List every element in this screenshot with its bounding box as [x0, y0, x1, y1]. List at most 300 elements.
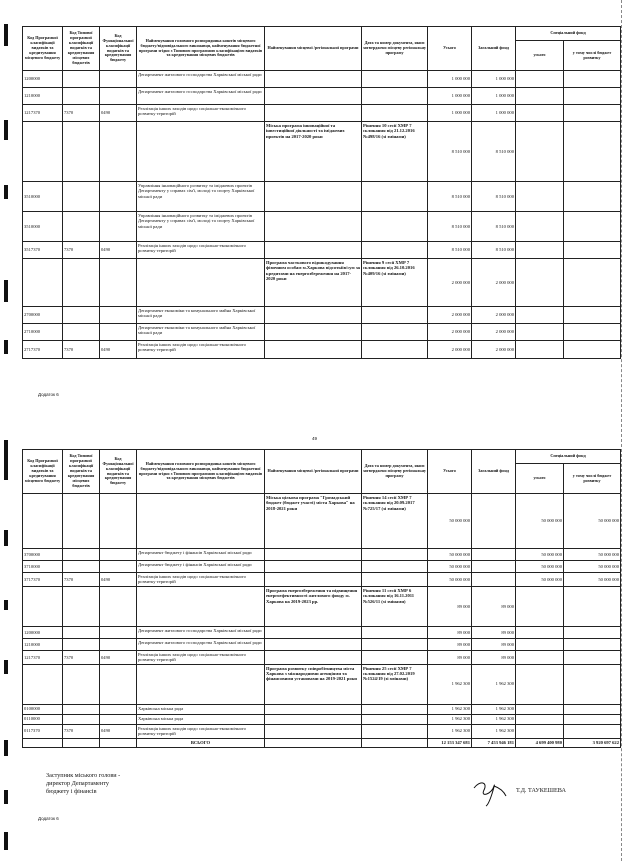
- header-fkvk: Код Функціональної класифікації видатків та кредитування бюджету: [100, 450, 137, 494]
- cell-special: 50 000 000: [516, 494, 564, 549]
- cell-development: [564, 714, 621, 724]
- scan-mark: [4, 185, 8, 199]
- header-program: Найменування місцевої /регіональної програми: [265, 27, 362, 71]
- signature-position: [46, 772, 120, 796]
- cell-name: Реалізація інших заходів щодо соціально-економічного розвитку територій: [137, 242, 265, 259]
- cell-fkvk: [100, 71, 137, 88]
- cell-document: Рішення 25 сесії ХМР 7 скликання від 27.02.2019 №1524/19 (зі змінами): [362, 664, 428, 704]
- total-general: 7 453 946 181: [472, 738, 516, 747]
- cell-special: [516, 724, 564, 738]
- cell-special: [516, 212, 564, 242]
- total-row: [23, 738, 621, 747]
- table-row: [23, 714, 621, 724]
- table-row: [23, 71, 621, 88]
- cell-fkvk: [100, 586, 137, 626]
- table-row: [23, 638, 621, 650]
- cell-program: Програма часткового відшкодування фізичним особам м.Харкова відсоткіів/сум за кредитами на енергозбереження на 2017-2020 роки: [265, 259, 362, 307]
- cell-program: [265, 638, 362, 650]
- cell-document: [362, 626, 428, 638]
- cell-kpkvk: [23, 122, 63, 182]
- table-row: [23, 664, 621, 704]
- cell-document: [362, 88, 428, 105]
- cell-document: Рішення 9 сесії ХМР 7 скликання від 26.10.2016 №409/16 (зі змінами): [362, 259, 428, 307]
- cell-tpkvk: 7370: [63, 341, 100, 359]
- cell-total: 89 000: [428, 626, 472, 638]
- cell-program: Програма розвитку співробітництва міста Харкова з міжнародними агенціями та фінансовими установами на 2019-2021 роки: [265, 664, 362, 704]
- table-row: [23, 549, 621, 561]
- cell-program: [265, 212, 362, 242]
- signature-position-line-3: бюджету і фінансів: [46, 788, 97, 795]
- cell-general: 1 962 300: [472, 724, 516, 738]
- header-total: Усього: [428, 27, 472, 71]
- total-development: 3 920 697 622: [564, 738, 621, 747]
- cell-name: [137, 494, 265, 549]
- cell-total: 1 962 300: [428, 714, 472, 724]
- cell-program: [265, 242, 362, 259]
- table-row: [23, 324, 621, 341]
- cell-tpkvk: [63, 664, 100, 704]
- cell-tpkvk: [63, 638, 100, 650]
- total-all: 12 153 347 681: [428, 738, 472, 747]
- cell-tpkvk: [63, 71, 100, 88]
- cell-fkvk: [100, 561, 137, 573]
- cell-program: [265, 105, 362, 122]
- header-special-dev: у тому числі бюджет розвитку: [564, 464, 621, 494]
- scan-mark: [4, 740, 8, 756]
- cell-general: [472, 494, 516, 549]
- cell-document: [362, 573, 428, 587]
- header-kpkvk: Код Програмної класифікації видатків та кредитування місцевого бюджету: [23, 27, 63, 71]
- cell-kpkvk: 1200000: [23, 71, 63, 88]
- cell-general: 89 000: [472, 650, 516, 664]
- cell-tpkvk: 7370: [63, 573, 100, 587]
- scan-mark: [4, 660, 8, 674]
- cell-kpkvk: 1210000: [23, 88, 63, 105]
- cell-general: [472, 573, 516, 587]
- cell-fkvk: [100, 704, 137, 714]
- header-special: Спеціальний фонд: [516, 450, 621, 464]
- table-row: [23, 724, 621, 738]
- cell-tpkvk: [63, 182, 100, 212]
- header-date-doc: Дата та номер документа, яким затверджено місцеву регіональну програму: [362, 450, 428, 494]
- signature-position-line-2: директор Департаменту: [46, 780, 109, 787]
- cell-name: Управління інноваційного розвитку та іміджевих проектів Департаменту у справах сім'ї, молоді та спорту Харківської міської ради: [137, 212, 265, 242]
- cell-total: 8 510 000: [428, 242, 472, 259]
- cell-tpkvk: [63, 494, 100, 549]
- cell-special: [516, 586, 564, 626]
- table-page-1: [22, 26, 620, 371]
- cell-special: 50 000 000: [516, 573, 564, 587]
- scan-mark: [4, 24, 8, 46]
- cell-total: 50 000 000: [428, 561, 472, 573]
- cell-total: 1 962 300: [428, 704, 472, 714]
- cell-name: Реалізація інших заходів щодо соціально-економічного розвитку територій: [137, 105, 265, 122]
- cell-development: [564, 212, 621, 242]
- cell-program: [265, 307, 362, 324]
- cell-tpkvk: [63, 626, 100, 638]
- cell-total: 8 510 000: [428, 122, 472, 182]
- cell-tpkvk: [63, 324, 100, 341]
- table-row: [23, 122, 621, 182]
- cell-document: [362, 561, 428, 573]
- cell-general: 89 000: [472, 638, 516, 650]
- table-row: [23, 242, 621, 259]
- cell-document: [362, 549, 428, 561]
- cell-kpkvk: 3710000: [23, 561, 63, 573]
- cell-document: [362, 638, 428, 650]
- cell-development: [564, 704, 621, 714]
- cell-development: [564, 626, 621, 638]
- cell-document: Рішення 11 сесії ХМР 6 скликання від 16.11.2011 №526/11 (зі змінами): [362, 586, 428, 626]
- cell-program: [265, 561, 362, 573]
- cell-fkvk: [100, 259, 137, 307]
- table-row: [23, 307, 621, 324]
- scan-mark: [4, 340, 8, 354]
- header-special-dev: у тому числі бюджет розвитку: [564, 41, 621, 71]
- cell-fkvk: [100, 212, 137, 242]
- cell-total: 50 000 000: [428, 573, 472, 587]
- cell-kpkvk: 1217370: [23, 650, 63, 664]
- total-special: 4 699 400 980: [516, 738, 564, 747]
- scan-mark: [4, 280, 8, 302]
- cell-special: [516, 664, 564, 704]
- cell-development: [564, 105, 621, 122]
- table-row: [23, 341, 621, 359]
- cell-general: [472, 549, 516, 561]
- cell-kpkvk: 3510000: [23, 212, 63, 242]
- cell-kpkvk: 2717370: [23, 341, 63, 359]
- cell-fkvk: [100, 714, 137, 724]
- scan-mark: [4, 120, 8, 140]
- cell-general: 8 510 000: [472, 242, 516, 259]
- cell-name: [137, 664, 265, 704]
- cell-kpkvk: 1210000: [23, 638, 63, 650]
- cell-development: [564, 724, 621, 738]
- cell-fkvk: [100, 307, 137, 324]
- cell-development: [564, 71, 621, 88]
- cell-name: Реалізація інших заходів щодо соціально-економічного розвитку територій: [137, 724, 265, 738]
- cell-document: [362, 242, 428, 259]
- table-row: [23, 586, 621, 626]
- cell-name: Харківська міська рада: [137, 704, 265, 714]
- cell-development: [564, 324, 621, 341]
- cell-tpkvk: 7370: [63, 650, 100, 664]
- scan-mark: [4, 600, 8, 610]
- cell-document: Рішення 10 сесії ХМР 7 скликання від 21.12.2016 №498/16 (зі змінами): [362, 122, 428, 182]
- cell-general: 8 510 000: [472, 182, 516, 212]
- cell-development: [564, 122, 621, 182]
- cell-general: 1 962 300: [472, 704, 516, 714]
- cell-special: [516, 182, 564, 212]
- table-row: [23, 494, 621, 549]
- header-date-doc: Дата та номер документа, яким затверджено місцеву регіональну програму: [362, 27, 428, 71]
- cell-program: [265, 650, 362, 664]
- cell-program: Програма енергозбереження та підвищення енергоефективності житлового фонду м. Харкова на 2019-2023 рр.: [265, 586, 362, 626]
- cell-development: [564, 182, 621, 212]
- cell-program: [265, 324, 362, 341]
- cell-kpkvk: 3510000: [23, 182, 63, 212]
- cell-document: [362, 714, 428, 724]
- cell-special: 50 000 000: [516, 561, 564, 573]
- cell-total: 89 000: [428, 650, 472, 664]
- cell-tpkvk: [63, 307, 100, 324]
- cell-fkvk: [100, 664, 137, 704]
- header-name-unit: Найменування головного розпорядника коштів місцевого бюджету/відповідального виконавця, найменування бюджетної програми згідно з Типовою програмною класифікацією видатків та кредитування місцевих бюджетів: [137, 27, 265, 71]
- header-fkvk: Код Функціональної класифікації видатків та кредитування бюджету: [100, 27, 137, 71]
- cell-fkvk: [100, 182, 137, 212]
- cell-total: 2 000 000: [428, 307, 472, 324]
- table-row: [23, 105, 621, 122]
- cell-special: [516, 307, 564, 324]
- cell-program: [265, 182, 362, 212]
- header-tpkvk: Код Типової програмної класифікації видатків та кредитування місцевих бюджетів: [63, 27, 100, 71]
- cell-program: [265, 549, 362, 561]
- cell-document: [362, 71, 428, 88]
- cell-name: [137, 259, 265, 307]
- cell-name: [137, 586, 265, 626]
- cell-name: Департамент житлового господарства Харківської міської ради: [137, 88, 265, 105]
- table-row: [23, 561, 621, 573]
- header-general: Загальний фонд: [472, 450, 516, 494]
- header-special-total: усього: [516, 464, 564, 494]
- cell-special: 50 000 000: [516, 549, 564, 561]
- cell-development: [564, 586, 621, 626]
- cell-program: [265, 714, 362, 724]
- cell-kpkvk: [23, 259, 63, 307]
- cell-development: [564, 88, 621, 105]
- cell-kpkvk: 1217370: [23, 105, 63, 122]
- cell-tpkvk: [63, 586, 100, 626]
- cell-tpkvk: [63, 88, 100, 105]
- cell-kpkvk: 2710000: [23, 324, 63, 341]
- cell-special: [516, 626, 564, 638]
- cell-kpkvk: [23, 494, 63, 549]
- cell-total: 1 962 300: [428, 664, 472, 704]
- page-number: 49: [312, 436, 318, 441]
- cell-tpkvk: [63, 212, 100, 242]
- footnote-page-2: Додаток 6: [38, 816, 59, 821]
- cell-total: 89 000: [428, 586, 472, 626]
- scan-mark: [4, 832, 8, 850]
- cell-name: Департамент економіки та комунального майна Харківської міської ради: [137, 324, 265, 341]
- cell-development: 50 000 000: [564, 494, 621, 549]
- cell-total: 2 000 000: [428, 259, 472, 307]
- cell-document: Рішення 14 сесії ХМР 7 скликання від 20.09.2017 №725/17 (зі змінами): [362, 494, 428, 549]
- cell-program: Міська програма інноваційної та інвестиційної діяльності та іміджевих проектів на 2017-2020 роки: [265, 122, 362, 182]
- cell-total: 8 510 000: [428, 182, 472, 212]
- cell-development: 50 000 000: [564, 561, 621, 573]
- cell-name: Департамент житлового господарства Харківської міської ради: [137, 638, 265, 650]
- cell-fkvk: [100, 494, 137, 549]
- header-general: Загальний фонд: [472, 27, 516, 71]
- handwritten-signature: [470, 778, 510, 808]
- cell-general: 1 962 300: [472, 664, 516, 704]
- cell-general: 2 000 000: [472, 307, 516, 324]
- cell-program: [265, 573, 362, 587]
- cell-tpkvk: [63, 714, 100, 724]
- cell-special: [516, 341, 564, 359]
- header-special: Спеціальний фонд: [516, 27, 621, 41]
- cell-special: [516, 88, 564, 105]
- cell-special: [516, 638, 564, 650]
- cell-general: [472, 561, 516, 573]
- table-row: [23, 704, 621, 714]
- footnote-page-1: Додаток 6: [38, 392, 59, 397]
- cell-document: [362, 307, 428, 324]
- cell-total: 50 000 000: [428, 549, 472, 561]
- table-row: [23, 212, 621, 242]
- cell-development: 50 000 000: [564, 549, 621, 561]
- cell-tpkvk: [63, 704, 100, 714]
- cell-special: [516, 71, 564, 88]
- cell-program: Міська цільова програма "Громадський бюджет (бюджет участі) міста Харкова" на 2018-2021 роки: [265, 494, 362, 549]
- cell-fkvk: [100, 638, 137, 650]
- cell-tpkvk: 7370: [63, 105, 100, 122]
- cell-kpkvk: 0117370: [23, 724, 63, 738]
- cell-development: [564, 307, 621, 324]
- cell-special: [516, 105, 564, 122]
- cell-name: Управління інноваційного розвитку та іміджевих проектів Департаменту у справах сім'ї, молоді та спорту Харківської міської ради: [137, 182, 265, 212]
- cell-general: 8 510 000: [472, 212, 516, 242]
- table-row: [23, 573, 621, 587]
- header-program: Найменування місцевої /регіональної програми: [265, 450, 362, 494]
- cell-name: Департамент житлового господарства Харківської міської ради: [137, 626, 265, 638]
- table-page-2: [22, 449, 620, 759]
- cell-document: [362, 650, 428, 664]
- header-tpkvk: Код Типової програмної класифікації видатків та кредитування місцевих бюджетів: [63, 450, 100, 494]
- cell-name: Реалізація інших заходів щодо соціально-економічного розвитку територій: [137, 341, 265, 359]
- cell-name: Реалізація інших заходів щодо соціально-економічного розвитку територій: [137, 573, 265, 587]
- cell-general: 2 000 000: [472, 324, 516, 341]
- cell-program: [265, 704, 362, 714]
- cell-general: 1 000 000: [472, 105, 516, 122]
- cell-general: 1 000 000: [472, 88, 516, 105]
- signature-position-line-1: Заступник міського голови -: [46, 772, 121, 779]
- cell-document: [362, 182, 428, 212]
- cell-document: [362, 704, 428, 714]
- cell-fkvk: [100, 324, 137, 341]
- cell-name: [137, 122, 265, 182]
- cell-fkvk: 0490: [100, 573, 137, 587]
- cell-name: Департамент економіки та комунального майна Харківської міської ради: [137, 307, 265, 324]
- cell-development: [564, 259, 621, 307]
- cell-kpkvk: 3700000: [23, 549, 63, 561]
- cell-total: 89 000: [428, 638, 472, 650]
- cell-special: [516, 242, 564, 259]
- cell-kpkvk: 3517370: [23, 242, 63, 259]
- header-kpkvk: Код Програмної класифікації видатків та кредитування місцевого бюджету: [23, 450, 63, 494]
- cell-tpkvk: [63, 259, 100, 307]
- cell-document: [362, 105, 428, 122]
- cell-tpkvk: [63, 549, 100, 561]
- cell-general: 89 000: [472, 586, 516, 626]
- cell-fkvk: [100, 122, 137, 182]
- cell-fkvk: 0490: [100, 724, 137, 738]
- cell-kpkvk: [23, 664, 63, 704]
- cell-total: 50 000 000: [428, 494, 472, 549]
- cell-tpkvk: 7370: [63, 242, 100, 259]
- signature-name: Т.Д. ТАУКЕШЕВА: [516, 787, 566, 794]
- cell-tpkvk: 7370: [63, 724, 100, 738]
- cell-general: 2 000 000: [472, 259, 516, 307]
- cell-document: [362, 341, 428, 359]
- cell-program: [265, 341, 362, 359]
- cell-total: 2 000 000: [428, 341, 472, 359]
- cell-total: 8 510 000: [428, 212, 472, 242]
- table-row: [23, 182, 621, 212]
- cell-document: [362, 324, 428, 341]
- cell-special: [516, 714, 564, 724]
- cell-special: [516, 122, 564, 182]
- cell-program: [265, 626, 362, 638]
- scan-mark: [4, 440, 8, 480]
- cell-development: [564, 341, 621, 359]
- cell-development: [564, 650, 621, 664]
- cell-tpkvk: [63, 561, 100, 573]
- cell-special: [516, 324, 564, 341]
- cell-total: 1 000 000: [428, 105, 472, 122]
- header-total: Усього: [428, 450, 472, 494]
- cell-total: 2 000 000: [428, 324, 472, 341]
- cell-fkvk: 0490: [100, 341, 137, 359]
- table-row: [23, 88, 621, 105]
- cell-general: 1 962 300: [472, 714, 516, 724]
- cell-fkvk: 0490: [100, 242, 137, 259]
- cell-development: [564, 242, 621, 259]
- cell-general: 2 000 000: [472, 341, 516, 359]
- cell-document: [362, 212, 428, 242]
- cell-total: 1 962 300: [428, 724, 472, 738]
- cell-program: [265, 724, 362, 738]
- cell-document: [362, 724, 428, 738]
- cell-kpkvk: 2700000: [23, 307, 63, 324]
- cell-fkvk: 0490: [100, 650, 137, 664]
- cell-development: 50 000 000: [564, 573, 621, 587]
- table-row: [23, 259, 621, 307]
- scan-mark: [4, 530, 8, 546]
- cell-fkvk: [100, 626, 137, 638]
- cell-general: 1 000 000: [472, 71, 516, 88]
- cell-program: [265, 88, 362, 105]
- cell-name: Департамент житлового господарства Харківської міської ради: [137, 71, 265, 88]
- cell-fkvk: [100, 88, 137, 105]
- cell-total: 1 000 000: [428, 71, 472, 88]
- cell-special: [516, 650, 564, 664]
- cell-name: Реалізація інших заходів щодо соціально-економічного розвитку територій: [137, 650, 265, 664]
- cell-kpkvk: 3717370: [23, 573, 63, 587]
- total-label: ВСЬОГО: [137, 738, 265, 747]
- cell-development: [564, 664, 621, 704]
- page-edge: [621, 0, 627, 861]
- cell-name: Департамент бюджету і фінансів Харківської міської ради: [137, 549, 265, 561]
- cell-general: 89 000: [472, 626, 516, 638]
- header-name-unit: Найменування головного розпорядника коштів місцевого бюджету/відповідального виконавця, найменування бюджетної програми згідно з Типовою програмною класифікацією видатків та кредитування місцевих бюджетів: [137, 450, 265, 494]
- cell-name: Харківська міська рада: [137, 714, 265, 724]
- scan-mark: [4, 790, 8, 804]
- cell-kpkvk: 0100000: [23, 704, 63, 714]
- cell-fkvk: [100, 549, 137, 561]
- cell-kpkvk: 1200000: [23, 626, 63, 638]
- cell-kpkvk: 0110000: [23, 714, 63, 724]
- header-special-total: усього: [516, 41, 564, 71]
- cell-program: [265, 71, 362, 88]
- cell-special: [516, 259, 564, 307]
- cell-kpkvk: [23, 586, 63, 626]
- table-row: [23, 626, 621, 638]
- cell-total: 1 000 000: [428, 88, 472, 105]
- cell-tpkvk: [63, 122, 100, 182]
- cell-name: Департамент бюджету і фінансів Харківської міської ради: [137, 561, 265, 573]
